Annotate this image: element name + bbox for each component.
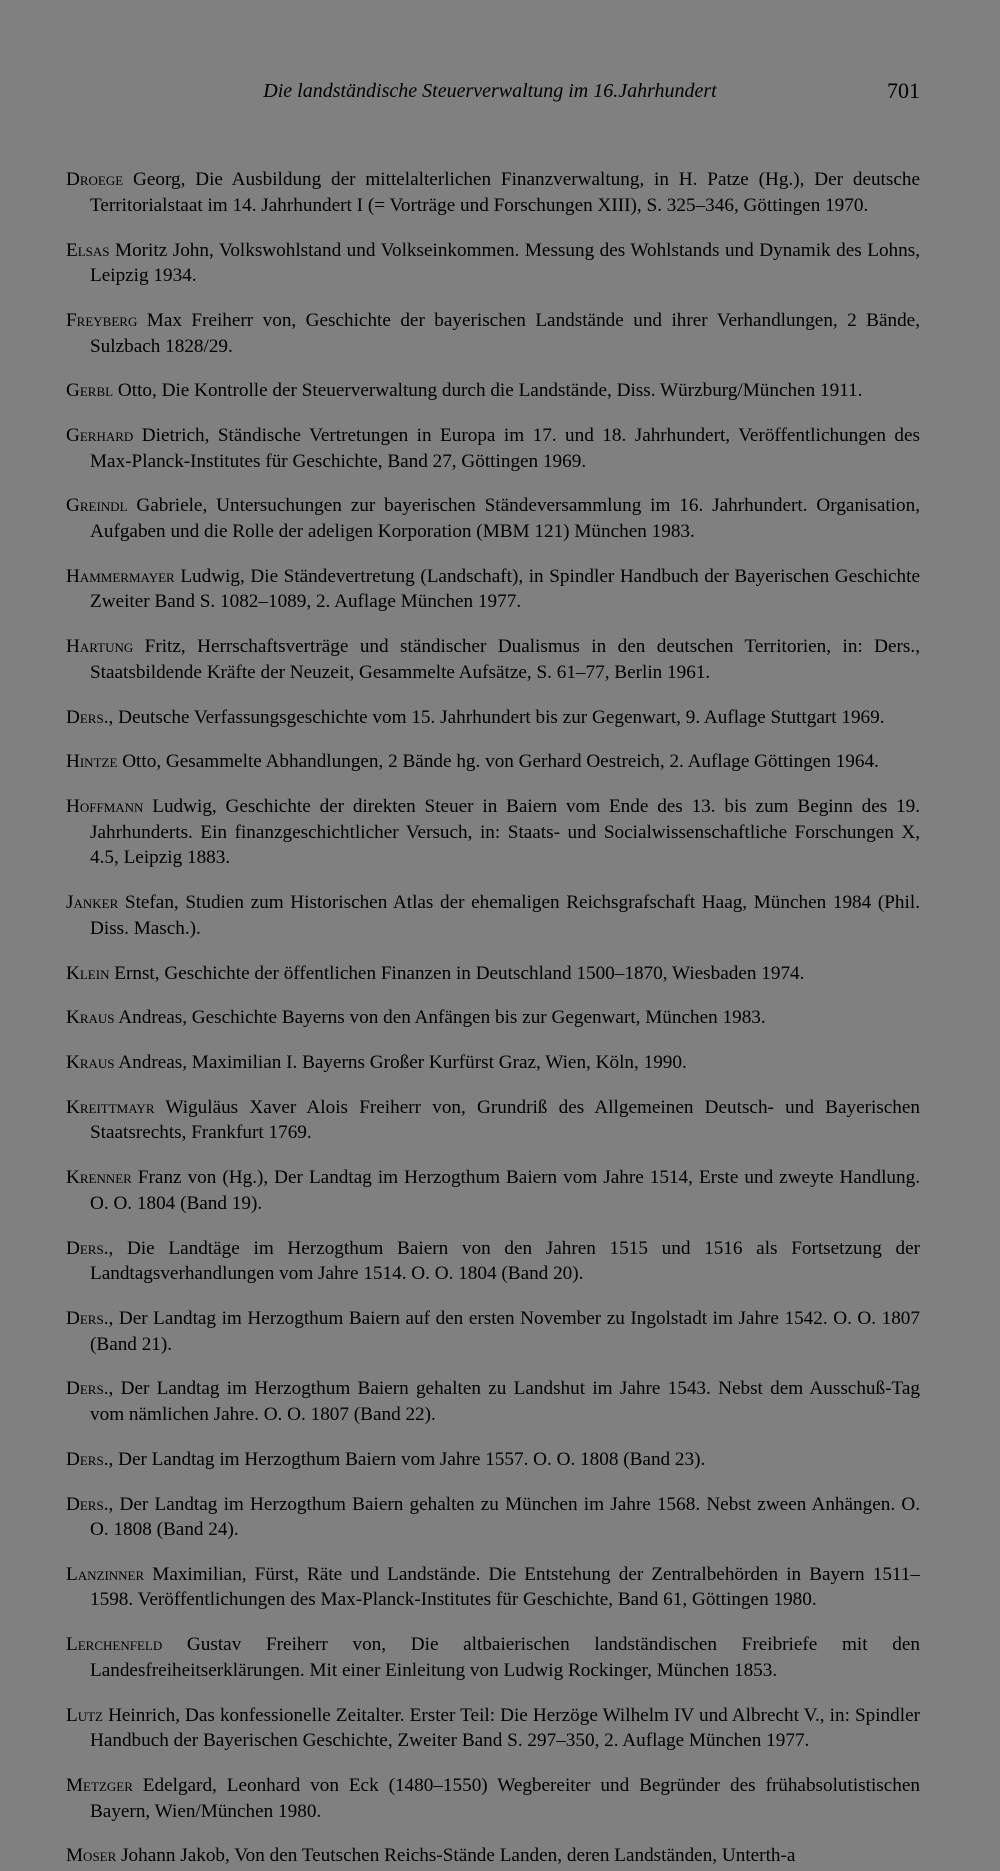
entry-author: Hammermayer — [66, 565, 175, 587]
bibliography-entry — [66, 238, 920, 289]
page-number: 701 — [887, 78, 920, 103]
entry-text: Andreas, Maximilian I. Bayerns Großer Kurfürst Graz, Wien, Köln, 1990. — [114, 1052, 687, 1074]
bibliography-entry — [66, 1562, 920, 1613]
bibliography-entry — [66, 1632, 920, 1683]
entry-author: Ders. — [66, 1493, 109, 1515]
bibliography-entry — [66, 890, 920, 941]
entry-text: , Der Landtag im Herzogthum Baiern vom Jahre 1557. O. O. 1808 (Band 23). — [108, 1448, 706, 1470]
entry-author: Moser — [66, 1845, 117, 1867]
entry-author: Metzger — [66, 1775, 133, 1796]
bibliography-entry — [66, 961, 920, 987]
entry-text: Fritz, Herrschaftsverträge und ständischer Dualismus in den deutschen Territorien, in: Ders., Staatsbildende Kräfte der Neuzeit, Gesammelte Aufsätze, S. 61–77, Berlin 1961. — [90, 636, 920, 683]
entry-text: Dietrich, Ständische Vertretungen in Europa im 17. und 18. Jahrhundert, Veröffentlichungen des Max-Planck-Institutes für Geschichte, Band 27, Göttingen 1969. — [90, 425, 920, 472]
entry-author: Ders. — [66, 1448, 109, 1470]
entry-text: , Der Landtag im Herzogthum Baiern auf den ersten November zu Ingolstadt im Jahre 1542. O. O. 1807 (Band 21). — [90, 1307, 920, 1355]
entry-text: Ernst, Geschichte der öffentlichen Finanzen in Deutschland 1500–1870, Wiesbaden 1974. — [109, 962, 805, 984]
entry-author: Hartung — [66, 636, 134, 658]
bibliography-entry — [66, 1492, 920, 1543]
entry-author: Greindl — [66, 495, 128, 517]
entry-author: Gerbl — [66, 380, 114, 402]
entry-author: Krenner — [66, 1167, 132, 1189]
entry-text: Maximilian, Fürst, Räte und Landstände. Die Entstehung der Zentralbehörden in Bayern 1511–1598. Veröffentlichungen des Max-Planck-Institutes für Geschichte, Band 61, Göttingen 1980. — [90, 1563, 920, 1611]
entry-text: , Die Landtäge im Herzogthum Baiern von den Jahren 1515 und 1516 als Fortsetzung der Landtagsverhandlungen vom Jahre 1514. O. O. 1804 (Band 20). — [90, 1237, 920, 1285]
entry-text: Wiguläus Xaver Alois Freiherr von, Grundriß des Allgemeinen Deutsch- und Bayerischen Staatsrechts, Frankfurt 1769. — [90, 1096, 920, 1144]
entry-author: Kreittmayr — [66, 1096, 155, 1118]
entry-author: Ders. — [66, 1307, 109, 1329]
bibliography-entry — [66, 493, 920, 544]
entry-author: Hoffmann — [66, 796, 144, 818]
entry-text: Max Freiherr von, Geschichte der bayerischen Landstände und ihrer Verhandlungen, 2 Bände, Sulzbach 1828/29. — [90, 309, 920, 357]
entry-author: Kraus — [66, 1052, 115, 1074]
entry-text: Gabriele, Untersuchungen zur bayerischen Ständeversammlung im 16. Jahrhundert. Organisation, Aufgaben und die Rolle der adeligen Korporation (MBM 121) München 1983. — [90, 495, 920, 543]
entry-author: Lutz — [66, 1704, 103, 1726]
bibliography-entry — [66, 1236, 920, 1287]
entry-author: Lanzinner — [66, 1563, 145, 1585]
entry-author: Elsas — [66, 239, 110, 261]
entry-text: Otto, Gesammelte Abhandlungen, 2 Bände hg. von Gerhard Oestreich, 2. Auflage Göttingen 1964. — [117, 751, 879, 773]
bibliography-entry — [66, 564, 920, 615]
entry-text: Edelgard, Leonhard von Eck (1480–1550) Wegbereiter und Begründer des frühabsolutistischen Bayern, Wien/München 1980. — [90, 1775, 920, 1822]
entry-author: Klein — [66, 962, 110, 984]
bibliography-entry — [66, 794, 920, 871]
bibliography-entry — [66, 705, 920, 731]
bibliography-entry — [66, 1005, 920, 1031]
running-title: Die landständische Steuerverwaltung im 16.Jahrhundert — [263, 80, 717, 102]
entry-author: Droege — [66, 169, 124, 191]
bibliography-entry — [66, 167, 920, 218]
entry-text: , Der Landtag im Herzogthum Baiern gehalten zu Landshut im Jahre 1543. Nebst dem Ausschuß-Tag vom nämlichen Jahre. O. O. 1807 (Band 22). — [90, 1378, 920, 1425]
page-header — [60, 80, 920, 114]
entry-text: Gustav Freiherr von, Die altbaierischen landständischen Freibriefe mit den Landesfreiheitserklärungen. Mit einer Einleitung von Ludwig Rockinger, München 1853. — [90, 1634, 920, 1681]
entry-text: Georg, Die Ausbildung der mittelalterlichen Finanzverwaltung, in H. Patze (Hg.), Der deutsche Territorialstaat im 14. Jahrhundert I (= Vorträge und Forschungen XIII), S. 325–346, Göttingen 1970. — [90, 169, 920, 216]
bibliography-list — [66, 148, 920, 1871]
entry-author: Freyberg — [66, 309, 138, 331]
bibliography-entry — [66, 1376, 920, 1427]
entry-text: Moritz John, Volkswohlstand und Volkseinkommen. Messung des Wohlstands und Dynamik des Lohns, Leipzig 1934. — [90, 239, 920, 287]
entry-author: Lerchenfeld — [66, 1634, 163, 1656]
entry-text: Ludwig, Geschichte der direkten Steuer in Baiern vom Ende des 13. bis zum Beginn des 19. Jahrhunderts. Ein finanzgeschichtlicher Versuch, in: Staats- und Socialwissenschaftliche Forschungen X, 4.5, Leipzig 1883. — [90, 796, 920, 869]
entry-author: Hintze — [66, 751, 118, 773]
entry-author: Ders. — [66, 1378, 109, 1400]
entry-text: , Der Landtag im Herzogthum Baiern gehalten zu München im Jahre 1568. Nebst zween Anhängen. O. O. 1808 (Band 24). — [90, 1493, 920, 1541]
bibliography-entry — [66, 634, 920, 685]
entry-text: Ludwig, Die Ständevertretung (Landschaft), in Spindler Handbuch der Bayerischen Geschichte Zweiter Band S. 1082–1089, 2. Auflage München 1977. — [90, 565, 920, 613]
bibliography-entry — [66, 749, 920, 775]
entry-text: Stefan, Studien zum Historischen Atlas der ehemaligen Reichsgrafschaft Haag, München 1984 (Phil. Diss. Masch.). — [90, 892, 920, 939]
entry-text: Heinrich, Das konfessionelle Zeitalter. Erster Teil: Die Herzöge Wilhelm IV und Albrecht V., in: Spindler Handbuch der Bayerischen Geschichte, Zweiter Band S. 297–350, 2. Auflage München 1977. — [90, 1704, 920, 1752]
entry-text: , Deutsche Verfassungsgeschichte vom 15. Jahrhundert bis zur Gegenwart, 9. Auflage Stuttgart 1969. — [108, 706, 885, 728]
entry-author: Ders. — [66, 1237, 109, 1259]
bibliography-entry — [66, 1447, 920, 1473]
bibliography-entry — [66, 1095, 920, 1146]
bibliography-entry — [66, 1165, 920, 1216]
bibliography-entry — [66, 1773, 920, 1824]
entry-author: Janker — [66, 892, 119, 914]
entry-text: Johann Jakob, Von den Teutschen Reichs-Stände Landen, deren Landständen, Unterth-a — [116, 1845, 796, 1867]
bibliography-entry — [66, 1306, 920, 1357]
entry-author: Kraus — [66, 1007, 115, 1029]
bibliography-entry — [66, 308, 920, 359]
entry-author: Ders. — [66, 706, 109, 728]
bibliography-entry — [66, 1703, 920, 1754]
bibliography-entry — [66, 423, 920, 474]
bibliography-entry — [66, 378, 920, 404]
entry-text: Andreas, Geschichte Bayerns von den Anfängen bis zur Gegenwart, München 1983. — [114, 1007, 766, 1029]
bibliography-entry — [66, 1843, 920, 1869]
bibliography-entry — [66, 1050, 920, 1076]
entry-author: Gerhard — [66, 425, 134, 447]
entry-text: Otto, Die Kontrolle der Steuerverwaltung durch die Landstände, Diss. Würzburg/München 1911. — [113, 380, 863, 402]
entry-text: Franz von (Hg.), Der Landtag im Herzogthum Baiern vom Jahre 1514, Erste und zweyte Handlung. O. O. 1804 (Band 19). — [90, 1167, 920, 1214]
